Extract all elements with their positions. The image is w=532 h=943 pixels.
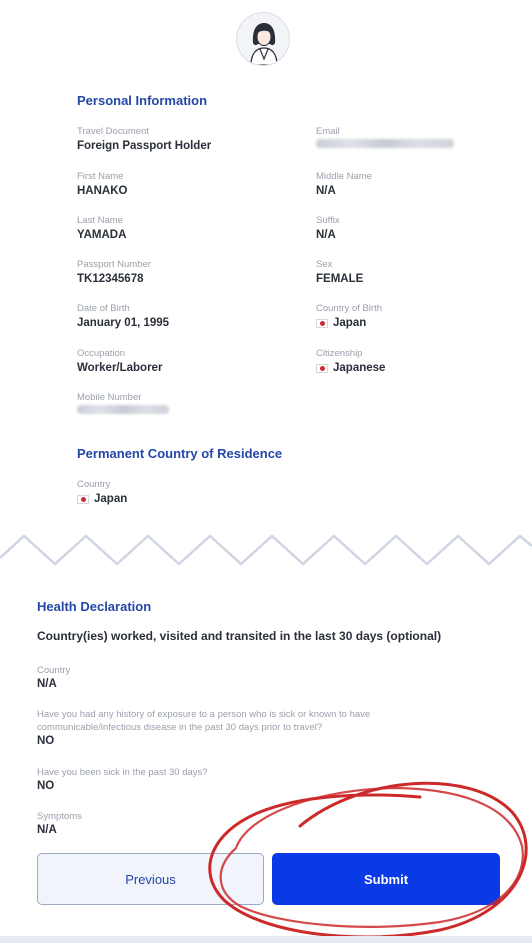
sex-value: FEMALE [316,273,364,285]
country-of-birth-value: Japan [333,317,367,329]
occupation-field [77,348,277,376]
email-label: Email [316,126,340,137]
occupation-label: Occupation [77,348,126,359]
exposure-question-label: Have you had any history of exposure to a person who is sick or known to have communicable/infectious disease in the past 30 days prior to travel? [37,709,371,733]
last-name-label: Last Name [77,215,123,226]
exposure-answer-value: NO [37,735,55,747]
citizenship-field [316,348,516,376]
first-name-value: HANAKO [77,185,128,197]
submit-button[interactable]: Submit [272,853,500,905]
exposure-field [37,708,397,749]
passport-number-label: Passport Number [77,259,151,270]
date-of-birth-field [77,303,277,331]
residence-country-label: Country [77,479,111,490]
zigzag-divider [0,528,532,572]
suffix-label: Suffix [316,215,340,226]
travel-document-label: Travel Document [77,126,149,137]
occupation-value: Worker/Laborer [77,362,163,374]
email-value-redacted [316,139,454,148]
sex-field [316,259,516,287]
sex-label: Sex [316,259,333,270]
bottom-divider [0,936,532,943]
sick-question-label: Have you been sick in the past 30 days? [37,767,208,778]
last-name-value: YAMADA [77,229,127,241]
passport-number-value: TK12345678 [77,273,144,285]
health-declaration-title: Health Declaration [37,599,152,614]
citizenship-value: Japanese [333,362,386,374]
middle-name-value: N/A [316,185,336,197]
health-country-value: N/A [37,678,57,690]
residence-country-value: Japan [94,493,128,505]
middle-name-label: Middle Name [316,171,372,182]
first-name-field [77,171,277,199]
personal-information-title: Personal Information [77,93,208,108]
sick-field [37,766,477,794]
last-name-field [77,215,277,243]
previous-button[interactable]: Previous [37,853,264,905]
first-name-label: First Name [77,171,124,182]
country-of-birth-field [316,303,516,331]
suffix-value: N/A [316,229,336,241]
travel-document-value: Foreign Passport Holder [77,140,212,152]
health-country-field [37,664,477,692]
suffix-field [316,215,516,243]
japan-flag-icon [316,364,328,373]
japan-flag-icon [316,319,328,328]
health-country-label: Country [37,665,71,676]
symptoms-label: Symptoms [37,811,82,822]
date-of-birth-label: Date of Birth [77,303,130,314]
symptoms-field [37,810,477,838]
email-field [316,126,516,148]
travel-document-field [77,126,277,154]
countries-visited-question: Country(ies) worked, visited and transited in the last 30 days (optional) [37,629,442,643]
mobile-number-label: Mobile Number [77,392,142,403]
citizenship-label: Citizenship [316,348,363,359]
residence-country-field [77,479,277,507]
country-of-birth-label: Country of Birth [316,303,382,314]
japan-flag-icon [77,495,89,504]
middle-name-field [316,171,516,199]
user-avatar-icon [236,12,290,66]
symptoms-value: N/A [37,824,57,836]
mobile-number-value-redacted [77,405,169,414]
permanent-residence-title: Permanent Country of Residence [77,446,283,461]
mobile-number-field [77,392,277,414]
sick-answer-value: NO [37,780,55,792]
date-of-birth-value: January 01, 1995 [77,317,170,329]
passport-number-field [77,259,277,287]
